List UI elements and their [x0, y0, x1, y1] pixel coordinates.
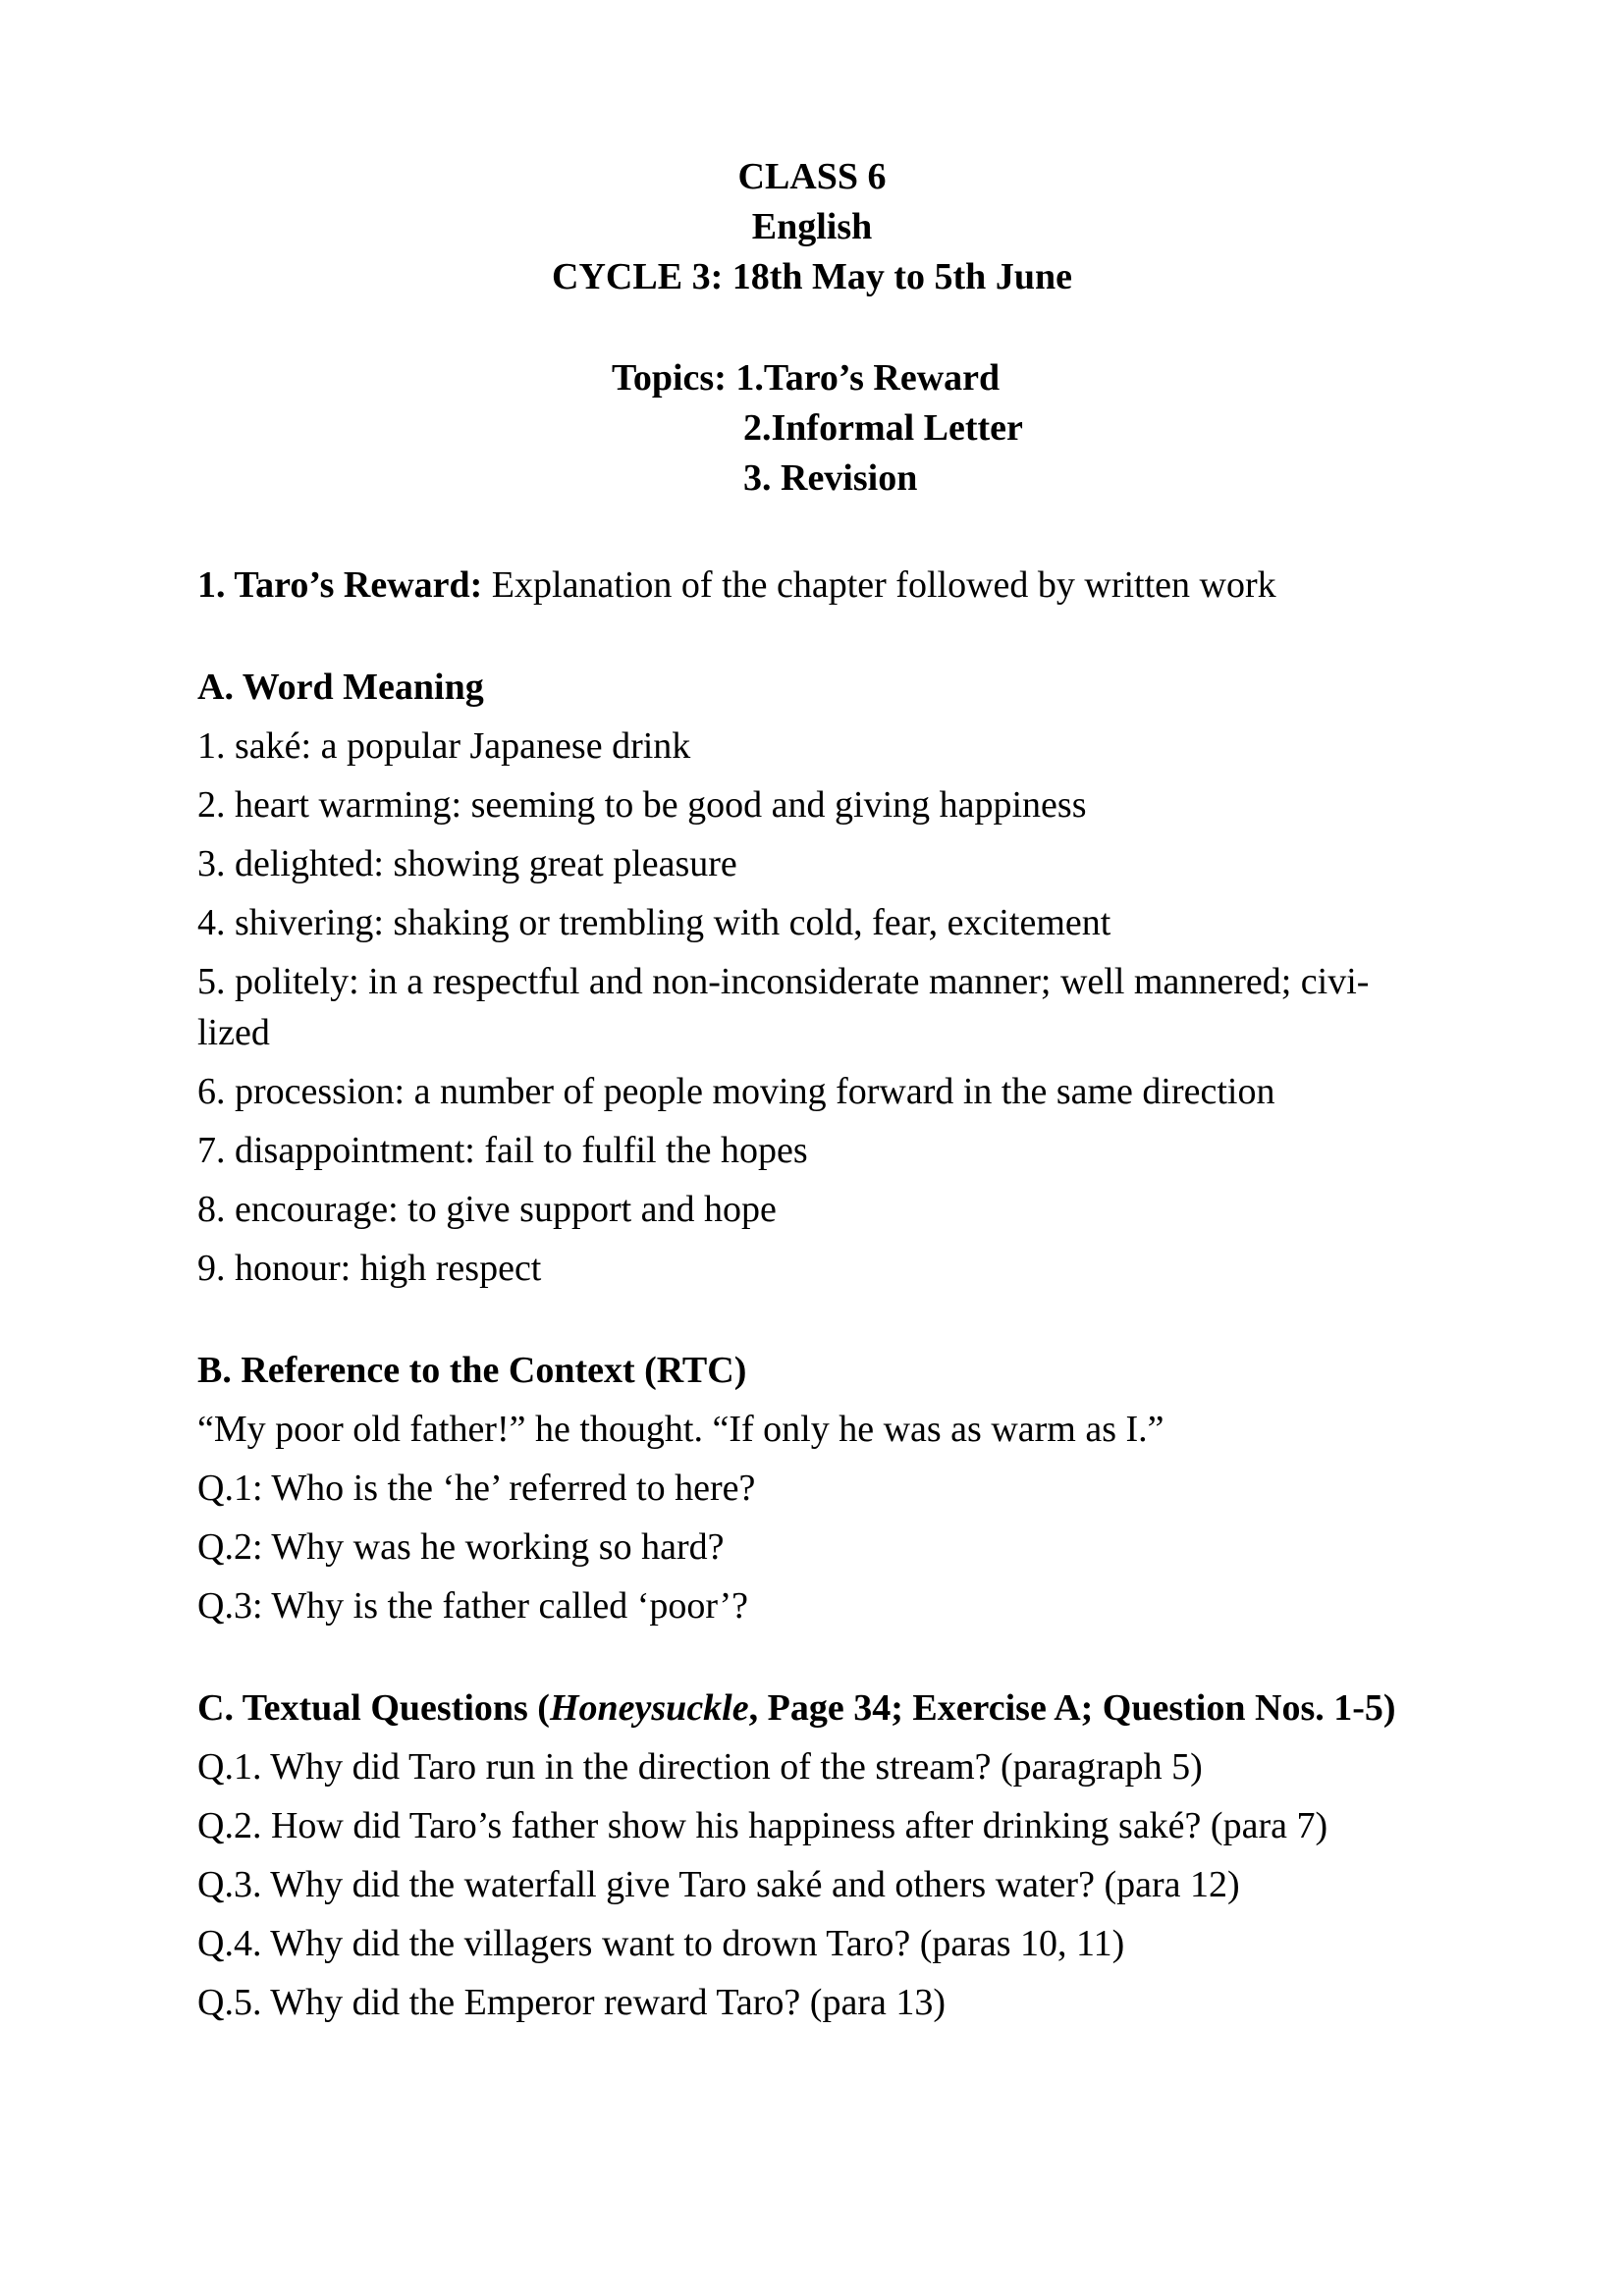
spacer: [197, 614, 1413, 658]
topic-item-3: 3. Revision: [743, 457, 918, 499]
intro-title: 1. Taro’s Reward:: [197, 564, 483, 606]
intro-text: Explanation of the chapter followed by written work: [482, 564, 1276, 606]
class-title: CLASS 6: [737, 156, 887, 197]
word-meaning-item: 8. encourage: to give support and hope: [197, 1189, 777, 1230]
textual-question: Q.1. Why did Taro run in the direction of the stream? (paragraph 5): [197, 1746, 1203, 1788]
rtc-question: Q.2: Why was he working so hard?: [197, 1526, 725, 1568]
section-c-heading-prefix: C. Textual Questions (: [197, 1687, 550, 1729]
word-meaning-item: 2. heart warming: seeming to be good and giving happiness: [197, 784, 1087, 826]
word-meaning-item: 1. saké: a popular Japanese drink: [197, 725, 691, 767]
book-title: Honeysuckle: [549, 1687, 749, 1729]
word-meaning-item: 3. delighted: showing great pleasure: [197, 843, 737, 884]
word-meaning-item: 5. politely: in a respectful and non-inconsiderate manner; well mannered; civi-lized: [197, 961, 1370, 1053]
word-meaning-item: 7. disappointment: fail to fulfil the hopes: [197, 1130, 808, 1171]
document-header: [0, 152, 1624, 302]
section-b-heading: B. Reference to the Context (RTC): [197, 1350, 747, 1391]
document-body: [197, 556, 1413, 2032]
rtc-question: Q.1: Who is the ‘he’ referred to here?: [197, 1468, 756, 1509]
spacer: [197, 1635, 1413, 1679]
subject-title: English: [751, 206, 873, 247]
topic-item-2: 2.Informal Letter: [743, 407, 1023, 449]
section-c-heading: [197, 1679, 1413, 1737]
textual-question: Q.3. Why did the waterfall give Taro saké and others water? (para 12): [197, 1864, 1240, 1905]
word-meaning-item: 9. honour: high respect: [197, 1248, 542, 1289]
spacer: [197, 1298, 1413, 1341]
textual-question: Q.2. How did Taro’s father show his happiness after drinking saké? (para 7): [197, 1805, 1328, 1846]
intro-paragraph: [197, 556, 1413, 614]
textual-question: Q.4. Why did the villagers want to drown Taro? (paras 10, 11): [197, 1923, 1125, 1964]
rtc-quote: “My poor old father!” he thought. “If only he was as warm as I.”: [197, 1409, 1164, 1450]
section-a-heading: A. Word Meaning: [197, 667, 484, 708]
textual-question: Q.5. Why did the Emperor reward Taro? (para 13): [197, 1982, 946, 2023]
word-meaning-item: 4. shivering: shaking or trembling with cold, fear, excitement: [197, 902, 1111, 943]
cycle-title: CYCLE 3: 18th May to 5th June: [552, 256, 1072, 297]
section-c-heading-suffix: , Page 34; Exercise A; Question Nos. 1-5): [748, 1687, 1396, 1729]
rtc-question: Q.3: Why is the father called ‘poor’?: [197, 1585, 749, 1627]
topics-label: Topics: 1.Taro’s Reward: [612, 357, 1001, 399]
word-meaning-item: 6. procession: a number of people moving forward in the same direction: [197, 1071, 1275, 1112]
